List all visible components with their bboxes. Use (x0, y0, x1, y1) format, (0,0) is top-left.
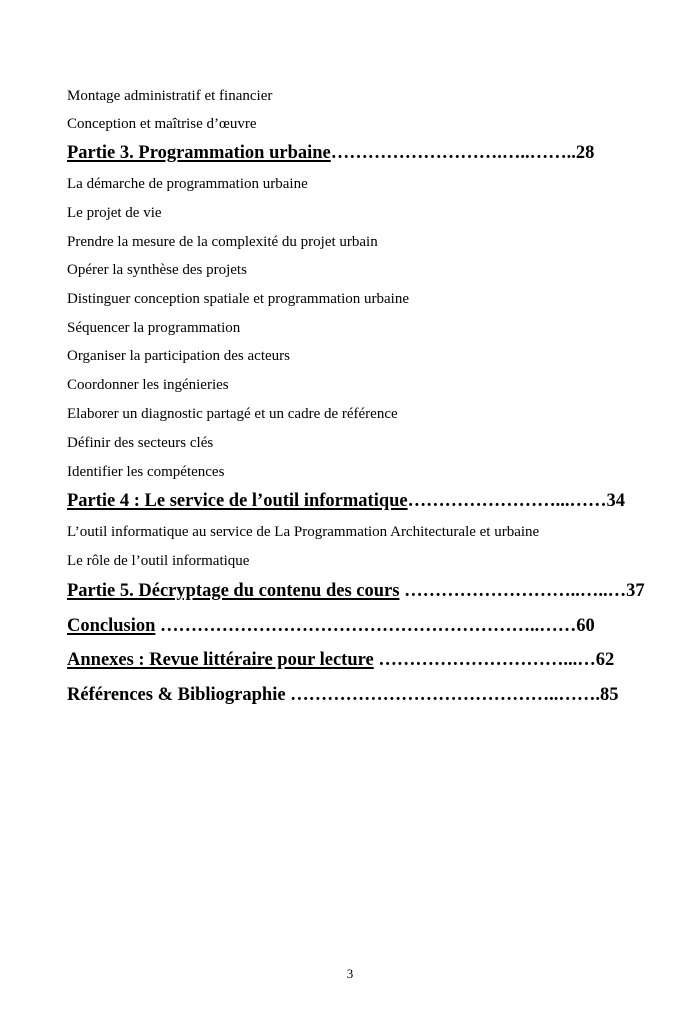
toc-subentry: Opérer la synthèse des projets (67, 262, 247, 278)
toc-subentry: Définir des secteurs clés (67, 435, 214, 451)
toc-leader: …………………………...… (373, 650, 596, 670)
toc-page-number: 37 (626, 581, 645, 601)
toc-entry-partie-5 (67, 580, 645, 602)
toc-subentry: Le projet de vie (67, 205, 162, 221)
toc-subentry: Organiser la participation des acteurs (67, 348, 290, 364)
toc-page-number: 60 (576, 616, 595, 636)
toc-title: Partie 3. Programmation urbaine (67, 143, 331, 163)
toc-title: Partie 4 : Le service de l’outil informatique (67, 491, 408, 511)
toc-title: Partie 5. Décryptage du contenu des cours (67, 581, 400, 601)
toc-subentry: Identifier les compétences (67, 464, 225, 480)
toc-subentry: Le rôle de l’outil informatique (67, 553, 250, 569)
toc-entry-conclusion (67, 615, 595, 637)
toc-leader: ………………………..…..… (399, 581, 627, 601)
toc-entry-partie-4 (67, 490, 625, 512)
toc-page-number: 62 (595, 650, 615, 670)
toc-title: Annexes : Revue littéraire pour lecture (67, 650, 374, 670)
toc-page-number: 85 (600, 685, 619, 705)
toc-page-number: 28 (575, 143, 595, 163)
toc-subentry: Distinguer conception spatiale et programmation urbaine (67, 291, 409, 307)
toc-entry-references (67, 684, 619, 706)
toc-leader: ……………………….…..…….. (330, 143, 576, 163)
toc-title: Références & Bibliographie (67, 685, 286, 705)
toc-subentry: L’outil informatique au service de La Programmation Architecturale et urbaine (67, 524, 540, 540)
toc-subentry: Prendre la mesure de la complexité du projet urbain (67, 234, 378, 250)
page-number: 3 (346, 966, 354, 981)
toc-leader: ……………………………………………………..…… (155, 616, 577, 636)
toc-entry-annexes (67, 649, 614, 671)
toc-subentry: Coordonner les ingénieries (67, 377, 229, 393)
toc-leader: ……………………………………..……. (285, 685, 601, 705)
toc-title: Conclusion (67, 616, 156, 636)
toc-leader: ……………………...…… (407, 491, 607, 511)
toc-subentry: Elaborer un diagnostic partagé et un cadre de référence (67, 406, 398, 422)
toc-subentry: Séquencer la programmation (67, 320, 241, 336)
toc-subentry-conception: Conception et maîtrise d’œuvre (67, 116, 257, 132)
toc-entry-partie-3 (67, 142, 594, 164)
toc-page-number: 34 (606, 491, 625, 511)
toc-subentry: La démarche de programmation urbaine (67, 176, 308, 192)
toc-subentry-montage: Montage administratif et financier (67, 88, 273, 104)
